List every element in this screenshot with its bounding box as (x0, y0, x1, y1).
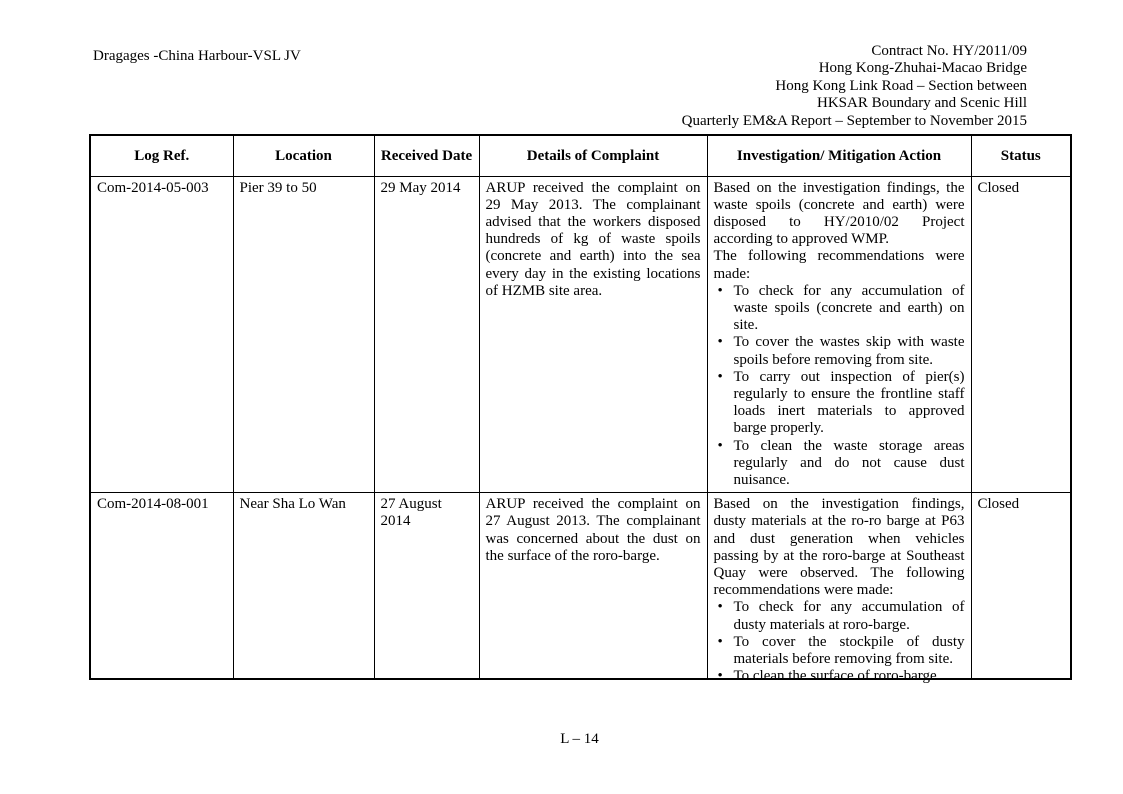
header-project-section-1: Hong Kong Link Road – Section between (775, 77, 1027, 94)
recommendation-list (714, 599, 965, 685)
investigation-paragraph: The following recommendations were made: (713, 248, 965, 282)
cell-investigation (707, 493, 971, 685)
investigation-paragraph: Based on the investigation findings, dusty materials at the ro-ro barge at P63 and dust generation when vehicles passing by at the roro-barge at Southeast Quay were observed. The following recommendations were made: (713, 496, 965, 599)
details-paragraph: ARUP received the complaint on 27 August 2013. The complainant was concerned about the dust on the surface of the roro-barge. (485, 496, 701, 564)
header-project-name: Hong Kong-Zhuhai-Macao Bridge (818, 60, 1027, 77)
cell-received-date: 29 May 2014 (374, 176, 479, 493)
cell-received-date: 27 August 2014 (374, 493, 479, 679)
cell-log-ref: Com-2014-08-001 (90, 493, 233, 679)
table-row (90, 176, 1071, 493)
cell-investigation (707, 176, 971, 493)
header-project-section-2: HKSAR Boundary and Scenic Hill (817, 95, 1027, 112)
cell-location: Pier 39 to 50 (233, 176, 374, 493)
header-contract-block (682, 43, 1027, 130)
header-report-title: Quarterly EM&A Report – September to November 2015 (681, 112, 1027, 129)
cell-details (479, 493, 707, 679)
investigation-paragraph: Based on the investigation findings, the waste spoils (concrete and earth) were disposed to HY/2010/02 Project according to approved WMP. (713, 179, 965, 248)
table-row (90, 493, 1071, 679)
recommendation-item: • To clean the surface of roro-barge (714, 668, 965, 685)
table-header-row (90, 135, 1071, 176)
complaint-log-table (89, 134, 1072, 685)
page-number: L – 14 (560, 731, 599, 747)
cell-status: Closed (971, 493, 1071, 679)
recommendation-item: • To cover the wastes skip with waste spoils before removing from site. (714, 334, 965, 368)
cell-status: Closed (971, 176, 1071, 493)
recommendation-item: • To check for any accumulation of dusty materials at roro-barge. (714, 599, 965, 633)
recommendation-item: • To clean the waste storage areas regularly and do not cause dust nuisance. (714, 438, 965, 490)
column-header-investigation: Investigation/ Mitigation Action (707, 135, 971, 176)
cell-details (479, 176, 707, 493)
recommendation-item: • To check for any accumulation of waste spoils (concrete and earth) on site. (714, 283, 965, 335)
column-header-status: Status (971, 135, 1071, 176)
header-contract-number: Contract No. HY/2011/09 (871, 43, 1027, 59)
details-paragraph: ARUP received the complaint on 29 May 2013. The complainant advised that the workers disposed hundreds of kg of waste spoils (concrete and earth) into the sea every day in the existing locations of HZMB site area. (485, 179, 701, 299)
column-header-received-date: Received Date (374, 135, 479, 176)
recommendation-list (714, 283, 965, 489)
column-header-location: Location (233, 135, 374, 176)
header-contractor-name: Dragages -China Harbour-VSL JV (93, 48, 301, 64)
recommendation-item: • To carry out inspection of pier(s) regularly to ensure the frontline staff loads inert materials to approved barge properly. (714, 369, 965, 438)
recommendation-item: • To cover the stockpile of dusty materials before removing from site. (714, 634, 965, 668)
cell-log-ref: Com-2014-05-003 (90, 176, 233, 493)
cell-location: Near Sha Lo Wan (233, 493, 374, 679)
column-header-details: Details of Complaint (479, 135, 707, 176)
column-header-log-ref: Log Ref. (90, 135, 233, 176)
